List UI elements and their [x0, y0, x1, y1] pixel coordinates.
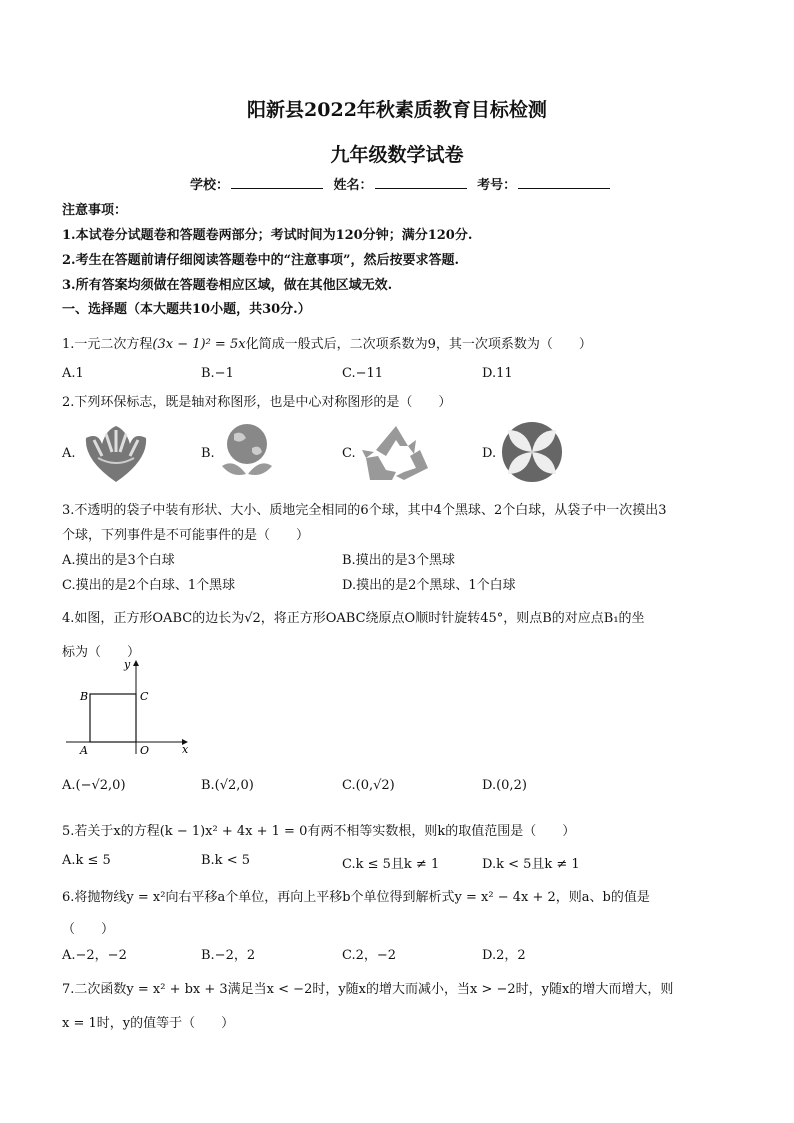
question-7-stem: 7.二次函数y = x² + bx + 3满足当x < −2时，y随x的增大而减小，当x > −2时，y随x的增大而增大，则	[62, 982, 674, 997]
option[interactable]: C.−11	[342, 366, 384, 381]
label-a: A	[80, 744, 88, 756]
option[interactable]: D.k < 5且k ≠ 1	[482, 857, 580, 872]
question-6-stem: （ ）	[62, 922, 115, 937]
square-oabc	[90, 694, 136, 742]
option[interactable]: A.−2，−2	[62, 948, 127, 963]
option[interactable]: B.k < 5	[201, 853, 250, 868]
note-item: 2.考生在答题前请仔细阅读答题卷中的“注意事项”，然后按要求答题.	[62, 253, 460, 268]
question-5-stem: 5.若关于x的方程(k − 1)x² + 4x + 1 = 0有两不相等实数根，则k的取值范围是（ ）	[62, 824, 576, 839]
q1-equation: (3x − 1)² = 5x	[152, 337, 246, 352]
globe-leaves-logo-icon	[214, 422, 280, 484]
square-rotation-figure	[62, 656, 192, 756]
label-y: y	[124, 658, 131, 671]
option[interactable]: D.摸出的是2个黑球、1个白球	[342, 578, 516, 593]
section-heading: 一、选择题（本大题共10小题，共30分.）	[62, 302, 311, 317]
option[interactable]: A.k ≤ 5	[62, 853, 111, 868]
label-c: C	[140, 690, 149, 703]
option[interactable]: B.−1	[201, 366, 234, 381]
leaf-quad-logo-icon	[500, 420, 564, 484]
notes-heading: 注意事项：	[62, 203, 128, 218]
option-label[interactable]: A.	[62, 446, 76, 461]
q1-stem-part: 1.一元二次方程	[62, 337, 153, 352]
option[interactable]: C.摸出的是2个白球、1个黑球	[62, 578, 236, 593]
option-label[interactable]: B.	[201, 446, 215, 461]
option[interactable]: D.2，2	[482, 948, 526, 963]
option[interactable]: D.11	[482, 366, 513, 381]
label-b: B	[80, 690, 89, 703]
question-3-stem: 3.不透明的袋子中装有形状、大小、质地完全相同的6个球，其中4个黑球、2个白球，从袋子中一次摸出3	[62, 503, 667, 518]
option[interactable]: B.−2，2	[201, 948, 256, 963]
id-label: 考号：	[477, 178, 517, 193]
question-4-stem: 4.如图，正方形OABC的边长为√2，将正方形OABC绕原点O顺时针旋转45°，则点B的对应点B₁的坐	[62, 611, 645, 626]
option[interactable]: B.摸出的是3个黑球	[342, 553, 455, 568]
option[interactable]: D.(0,2)	[482, 778, 527, 793]
option-label[interactable]: D.	[482, 446, 497, 461]
option-label[interactable]: C.	[342, 446, 356, 461]
label-o: O	[140, 744, 150, 756]
note-item: 3.所有答案均须做在答题卷相应区域，做在其他区域无效.	[62, 278, 393, 293]
id-blank[interactable]	[518, 176, 610, 189]
school-label: 学校：	[190, 178, 230, 193]
question-6-stem: 6.将抛物线y = x²向右平移a个单位，再向上平移b个单位得到解析式y = x² − 4x + 2，则a、b的值是	[62, 890, 650, 905]
school-blank[interactable]	[231, 176, 323, 189]
option[interactable]: C.2，−2	[342, 948, 397, 963]
name-blank[interactable]	[375, 176, 467, 189]
name-label: 姓名：	[333, 178, 373, 193]
option[interactable]: A.摸出的是3个白球	[62, 553, 175, 568]
question-3-stem: 个球，下列事件是不可能事件的是（ ）	[62, 528, 310, 543]
option[interactable]: C.k ≤ 5且k ≠ 1	[342, 857, 440, 872]
label-x: x	[182, 743, 189, 756]
option[interactable]: A.(−√2,0)	[62, 778, 126, 793]
option[interactable]: A.1	[62, 366, 84, 381]
exam-title: 阳新县2022年秋素质教育目标检测	[247, 99, 547, 121]
note-item: 1.本试卷分试题卷和答题卷两部分；考试时间为120分钟；满分120分.	[62, 228, 473, 243]
question-7-stem: x = 1时，y的值等于（ ）	[62, 1016, 235, 1031]
question-4-stem: 标为（ ）	[62, 645, 141, 660]
question-1-stem	[62, 333, 592, 352]
question-2-stem: 2.下列环保标志，既是轴对称图形，也是中心对称图形的是（ ）	[62, 395, 452, 410]
exam-subtitle: 九年级数学试卷	[330, 144, 464, 166]
option[interactable]: B.(√2,0)	[201, 778, 254, 793]
q1-stem-part: 化简成一般式后，二次项系数为9，其一次项系数为（ ）	[245, 337, 592, 352]
y-axis-arrow-icon	[133, 660, 139, 666]
recycle-logo-icon	[356, 420, 436, 486]
option[interactable]: C.(0,√2)	[342, 778, 395, 793]
info-fields	[190, 174, 616, 193]
eco-logo-a-icon	[80, 422, 152, 484]
